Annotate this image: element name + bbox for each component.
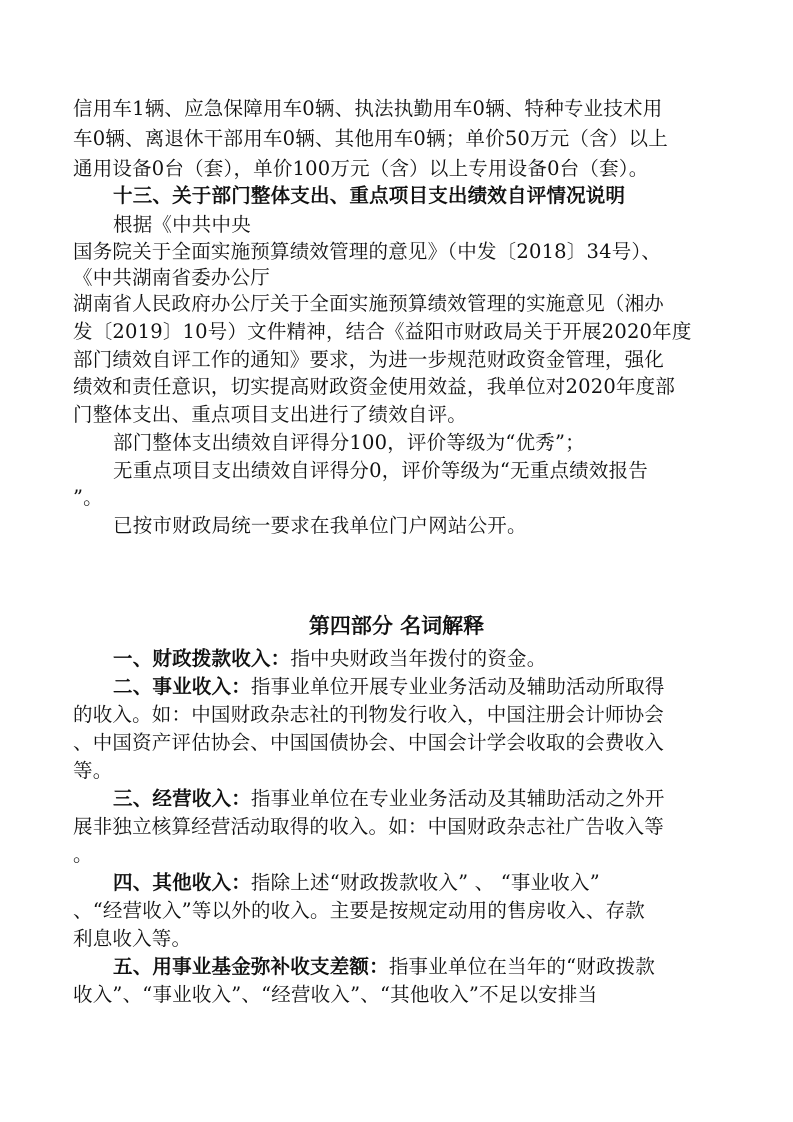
term-definition: 指事业单位开展专业业务活动及辅助活动所取得 [250,675,665,698]
text-line: 、中国资产评估协会、中国国债协会、中国会计学会收取的会费收入 [73,731,665,754]
term-label: 三、经营收入： [113,787,251,810]
text-line: 收入”、“事业收入”、“经营收入”、“其他收入”不足以安排当 [73,983,598,1006]
text-line: 部门整体支出绩效自评得分100，评价等级为“优秀”； [113,431,585,454]
text-line: 的收入。如：中国财政杂志社的刊物发行收入，中国注册会计师协会 [73,703,665,726]
term-entry [113,647,546,671]
text-line: 门整体支出、重点项目支出进行了绩效自评。 [73,403,468,426]
section-heading: 十三、关于部门整体支出、重点项目支出绩效自评情况说明 [113,184,626,207]
text-line: 《中共湖南省委办公厅 [73,266,271,289]
text-line: 湖南省人民政府办公厅关于全面实施预算绩效管理的实施意见（湘办 [73,292,665,315]
term-entry [113,787,665,811]
term-label: 一、财政拨款收入： [113,647,291,670]
term-definition: 指中央财政当年拨付的资金。 [290,647,547,670]
term-definition: 指除上述“财政拨款收入” 、 “事业收入” [250,871,600,894]
text-line: 车0辆、离退休干部用车0辆、其他用车0辆；单价50万元（含）以上 [73,127,668,150]
text-line: 绩效和责任意识，切实提高财政资金使用效益，我单位对2020年度部 [73,375,676,398]
text-line: 国务院关于全面实施预算绩效管理的意见》（中发〔2018〕34号）、 [73,240,662,263]
term-definition: 指事业单位在当年的“财政拨款 [388,955,656,978]
text-line: 根据《中共中央 [113,213,251,236]
text-line: 信用车1辆、应急保障用车0辆、执法执勤用车0辆、特种专业技术用 [73,97,663,120]
term-entry [113,871,600,895]
term-entry [113,675,665,699]
text-line: 。 [73,843,93,866]
text-line: 无重点项目支出绩效自评得分0，评价等级为“无重点绩效报告 [113,459,648,482]
text-line: 通用设备0台（套），单价100万元（含）以上专用设备0台（套）。 [73,157,649,180]
term-definition: 指事业单位在专业业务活动及其辅助活动之外开 [250,787,665,810]
text-line: 展非独立核算经营活动取得的收入。如：中国财政杂志社广告收入等 [73,815,665,838]
text-line: 等。 [73,759,113,782]
text-line: ”。 [73,486,103,509]
text-line: 、“经营收入”等以外的收入。主要是按规定动用的售房收入、存款 [73,899,645,922]
term-label: 二、事业收入： [113,675,251,698]
text-line: 利息收入等。 [73,927,192,950]
term-entry [113,955,655,979]
text-line: 已按市财政局统一要求在我单位门户网站公开。 [113,514,527,537]
text-line: 发〔2019〕10号）文件精神，结合《益阳市财政局关于开展2020年度 [73,320,692,343]
term-label: 四、其他收入： [113,871,251,894]
text-line: 部门绩效自评工作的通知》要求，为进一步规范财政资金管理，强化 [73,348,665,371]
term-label: 五、用事业基金弥补收支差额： [113,955,389,978]
part-title: 第四部分 名词解释 [308,613,485,638]
